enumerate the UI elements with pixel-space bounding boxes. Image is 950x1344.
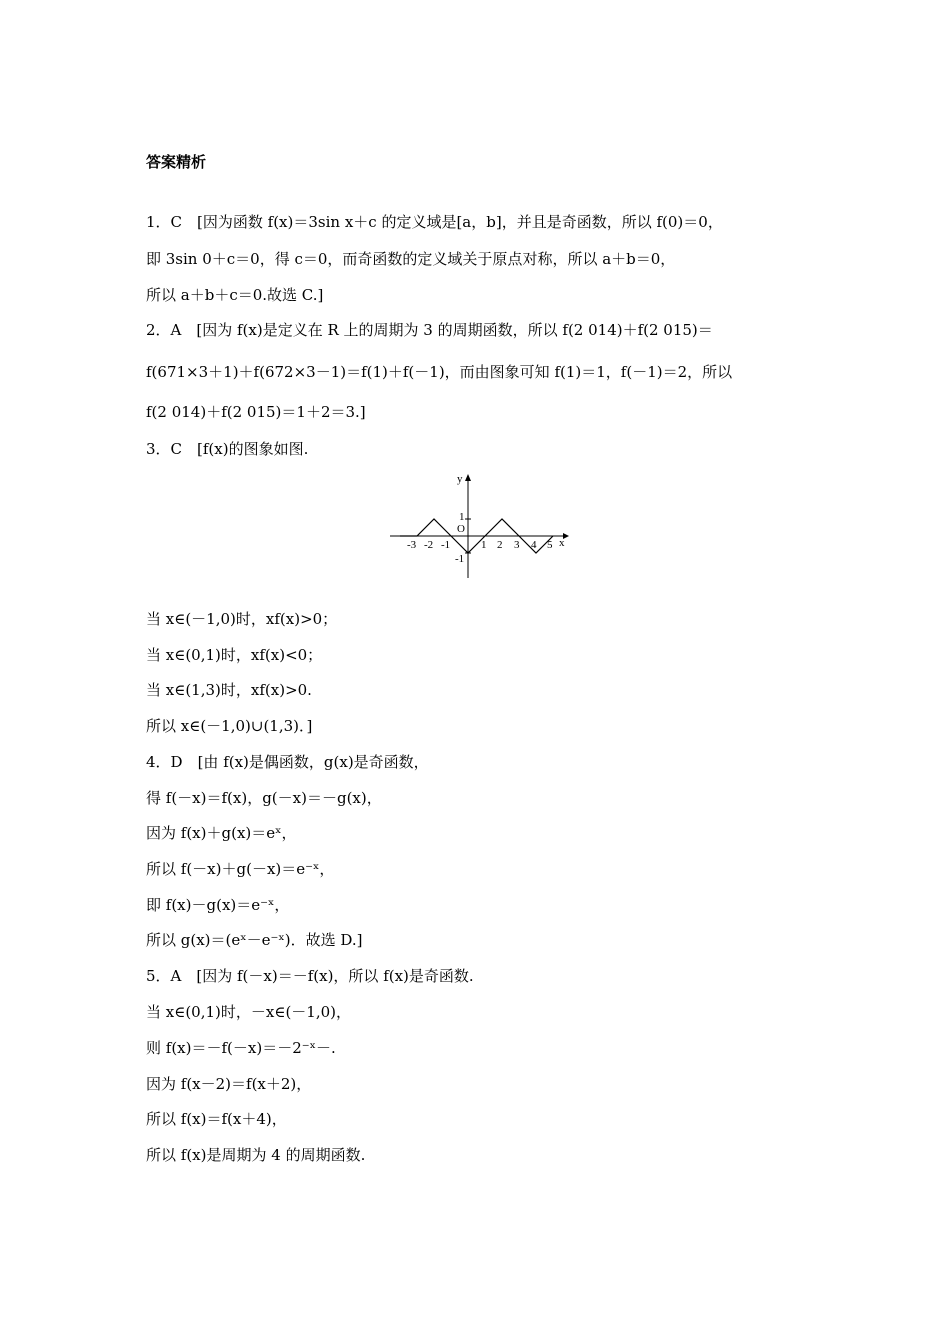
y-tick-label-neg1: -1 <box>455 553 465 565</box>
answer-5-line-2: 当 x∈(0,1)时，－x∈(－1,0)， <box>146 1003 352 1021</box>
x-tick-label: 1 <box>481 539 487 551</box>
answer-2-line-1: 2．A [因为 f(x)是定义在 R 上的周期为 3 的周期函数，所以 f(2 014)＋f(2 015)＝ <box>146 321 713 339</box>
x-tick-label: -3 <box>407 539 417 551</box>
answer-3-line-4: 当 x∈(1,3)时，xf(x)>0. <box>146 681 312 699</box>
answer-4-line-3: 因为 f(x)＋g(x)＝eˣ， <box>146 824 297 842</box>
y-tick-label-1: 1 <box>459 511 465 523</box>
x-tick-label: 4 <box>531 539 537 551</box>
answer-3-line-1: 3．C [f(x)的图象如图. <box>146 440 309 458</box>
origin-label: O <box>457 523 465 535</box>
y-axis-arrow <box>465 474 471 481</box>
answer-2-line-2: f(671×3＋1)＋f(672×3－1)＝f(1)＋f(－1)，而由图象可知 f(1)＝1，f(－1)＝2，所以 <box>146 363 733 381</box>
answer-analysis-heading: 答案精析 <box>146 153 207 171</box>
x-tick-label: -1 <box>441 539 451 551</box>
x-axis-label: x <box>559 537 565 549</box>
x-tick-label: 5 <box>547 539 553 551</box>
answer-1-line-1: 1．C [因为函数 f(x)＝3sin x＋c 的定义域是[a，b]，并且是奇函数，所以 f(0)＝0， <box>146 213 723 231</box>
function-graph-figure <box>385 470 570 580</box>
answer-4-line-4: 所以 f(－x)＋g(－x)＝e⁻ˣ， <box>146 860 335 878</box>
answer-4-line-2: 得 f(－x)＝f(x)，g(－x)＝－g(x)， <box>146 789 382 807</box>
answer-5-line-5: 所以 f(x)＝f(x＋4)， <box>146 1110 287 1128</box>
answer-5-line-1: 5．A [因为 f(－x)＝－f(x)，所以 f(x)是奇函数. <box>146 967 474 985</box>
answer-5-line-6: 所以 f(x)是周期为 4 的周期函数. <box>146 1146 366 1164</box>
answer-5-line-3: 则 f(x)＝－f(－x)＝－2⁻ˣ－. <box>146 1039 336 1057</box>
answer-3-line-2: 当 x∈(－1,0)时，xf(x)>0； <box>146 610 338 628</box>
answer-5-line-4: 因为 f(x－2)＝f(x＋2)， <box>146 1075 312 1093</box>
x-tick-label: -2 <box>424 539 434 551</box>
answer-3-line-3: 当 x∈(0,1)时，xf(x)<0； <box>146 646 323 664</box>
answer-3-line-5: 所以 x∈(－1,0)∪(1,3)．] <box>146 717 313 735</box>
x-tick-label: 2 <box>497 539 503 551</box>
answer-4-line-5: 即 f(x)－g(x)＝e⁻ˣ， <box>146 896 290 914</box>
y-axis-label: y <box>457 473 463 485</box>
answer-4-line-1: 4．D [由 f(x)是偶函数，g(x)是奇函数， <box>146 753 429 771</box>
answer-2-line-3: f(2 014)＋f(2 015)＝1＋2＝3.] <box>146 403 366 421</box>
x-tick-label: 3 <box>514 539 520 551</box>
answer-1-line-2: 即 3sin 0＋c＝0，得 c＝0，而奇函数的定义域关于原点对称，所以 a＋b＝0， <box>146 250 676 268</box>
answer-1-line-3: 所以 a＋b＋c＝0.故选 C.] <box>146 286 324 304</box>
answer-4-line-6: 所以 g(x)＝(eˣ－e⁻ˣ)．故选 D.] <box>146 931 363 949</box>
